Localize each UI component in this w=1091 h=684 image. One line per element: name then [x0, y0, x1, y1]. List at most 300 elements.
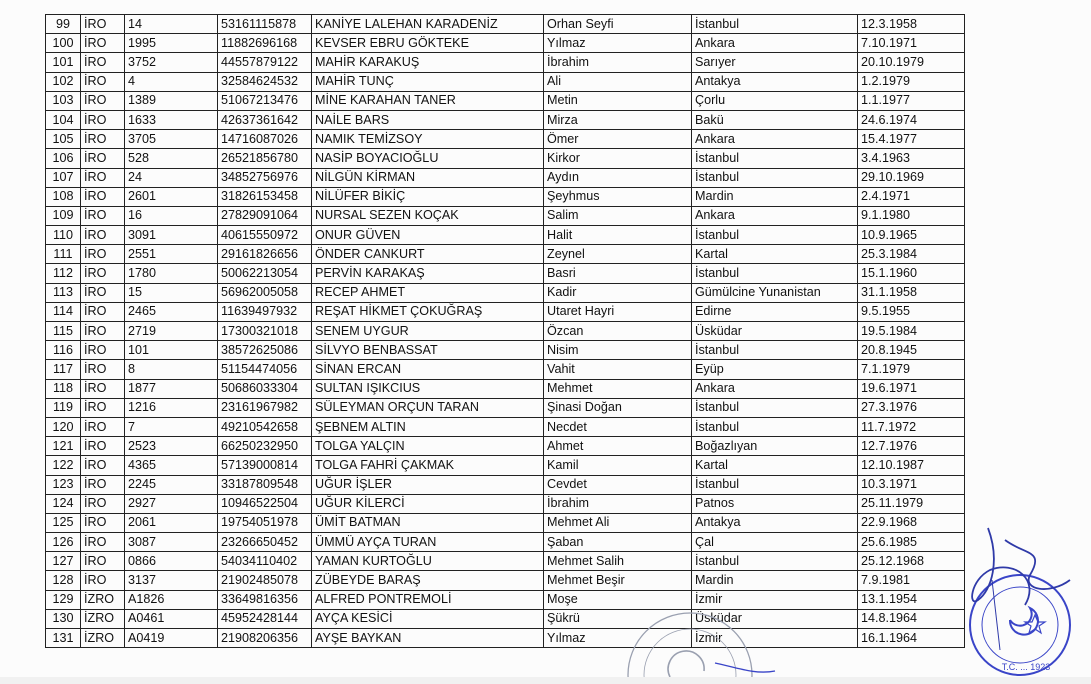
cell-father: Yılmaz	[544, 629, 692, 648]
cell-birthdate: 10.3.1971	[858, 475, 965, 494]
cell-name: SENEM UYGUR	[312, 322, 544, 341]
cell-birthdate: 9.5.1955	[858, 302, 965, 321]
cell-category: İRO	[81, 15, 125, 34]
cell-father: Ahmet	[544, 437, 692, 456]
cell-no: 104	[46, 110, 81, 129]
cell-name: SİNAN ERCAN	[312, 360, 544, 379]
cell-name: MAHİR TUNÇ	[312, 72, 544, 91]
table-row	[46, 53, 965, 72]
cell-father: Halit	[544, 226, 692, 245]
cell-id: 23161967982	[218, 398, 312, 417]
table-row	[46, 15, 965, 34]
stamp-year-text: T.C. ... 1923	[1001, 662, 1051, 672]
cell-name: ONUR GÜVEN	[312, 226, 544, 245]
cell-no: 105	[46, 130, 81, 149]
cell-birthplace: Üsküdar	[692, 609, 858, 628]
cell-id: 26521856780	[218, 149, 312, 168]
cell-no: 126	[46, 533, 81, 552]
cell-id: 17300321018	[218, 322, 312, 341]
cell-birthdate: 1.1.1977	[858, 91, 965, 110]
cell-birthplace: İstanbul	[692, 398, 858, 417]
cell-birthplace: İzmir	[692, 590, 858, 609]
cell-id: 44557879122	[218, 53, 312, 72]
cell-father: Kadir	[544, 283, 692, 302]
table-row	[46, 417, 965, 436]
cell-father: Kamil	[544, 456, 692, 475]
cell-category: İRO	[81, 456, 125, 475]
cell-id: 32584624532	[218, 72, 312, 91]
cell-birthdate: 25.11.1979	[858, 494, 965, 513]
table-row	[46, 34, 965, 53]
table-row	[46, 149, 965, 168]
cell-category: İRO	[81, 302, 125, 321]
cell-birthplace: Ankara	[692, 379, 858, 398]
cell-code: 15	[125, 283, 218, 302]
cell-birthdate: 2.4.1971	[858, 187, 965, 206]
cell-birthplace: Kartal	[692, 456, 858, 475]
table-row	[46, 475, 965, 494]
cell-category: İRO	[81, 149, 125, 168]
cell-code: 16	[125, 206, 218, 225]
cell-father: Ali	[544, 72, 692, 91]
cell-name: NİLÜFER BİKİÇ	[312, 187, 544, 206]
cell-code: 528	[125, 149, 218, 168]
cell-birthplace: İzmir	[692, 629, 858, 648]
cell-code: 3091	[125, 226, 218, 245]
cell-name: PERVİN KARAKAŞ	[312, 264, 544, 283]
cell-birthplace: Eyüp	[692, 360, 858, 379]
cell-id: 42637361642	[218, 110, 312, 129]
cell-category: İZRO	[81, 629, 125, 648]
cell-birthdate: 25.3.1984	[858, 245, 965, 264]
cell-name: NASİP BOYACIOĞLU	[312, 149, 544, 168]
cell-code: 24	[125, 168, 218, 187]
table-row	[46, 168, 965, 187]
cell-code: A1826	[125, 590, 218, 609]
cell-no: 122	[46, 456, 81, 475]
cell-name: MİNE KARAHAN TANER	[312, 91, 544, 110]
cell-birthdate: 9.1.1980	[858, 206, 965, 225]
cell-name: RECEP AHMET	[312, 283, 544, 302]
cell-code: 1780	[125, 264, 218, 283]
cell-code: 0866	[125, 552, 218, 571]
cell-father: Nisim	[544, 341, 692, 360]
table-row	[46, 72, 965, 91]
cell-category: İRO	[81, 283, 125, 302]
cell-birthplace: Gümülcine Yunanistan	[692, 283, 858, 302]
cell-code: 2465	[125, 302, 218, 321]
cell-father: Cevdet	[544, 475, 692, 494]
cell-category: İRO	[81, 226, 125, 245]
table-row	[46, 283, 965, 302]
cell-category: İRO	[81, 34, 125, 53]
table-row	[46, 130, 965, 149]
cell-name: REŞAT HİKMET ÇOKUĞRAŞ	[312, 302, 544, 321]
table-row	[46, 91, 965, 110]
cell-name: UĞUR KİLERCİ	[312, 494, 544, 513]
cell-birthplace: Edirne	[692, 302, 858, 321]
cell-birthdate: 16.1.1964	[858, 629, 965, 648]
cell-birthdate: 3.4.1963	[858, 149, 965, 168]
cell-no: 106	[46, 149, 81, 168]
cell-name: ÜMMÜ AYÇA TURAN	[312, 533, 544, 552]
cell-category: İRO	[81, 513, 125, 532]
cell-name: KEVSER EBRU GÖKTEKE	[312, 34, 544, 53]
cell-category: İRO	[81, 110, 125, 129]
cell-father: Ömer	[544, 130, 692, 149]
cell-name: TOLGA FAHRİ ÇAKMAK	[312, 456, 544, 475]
cell-id: 57139000814	[218, 456, 312, 475]
cell-id: 21908206356	[218, 629, 312, 648]
table-row	[46, 456, 965, 475]
cell-name: NİLGÜN KİRMAN	[312, 168, 544, 187]
cell-category: İRO	[81, 437, 125, 456]
cell-birthdate: 7.10.1971	[858, 34, 965, 53]
cell-id: 51154474056	[218, 360, 312, 379]
cell-category: İRO	[81, 322, 125, 341]
cell-father: Vahit	[544, 360, 692, 379]
cell-birthplace: İstanbul	[692, 226, 858, 245]
cell-birthplace: Ankara	[692, 206, 858, 225]
cell-birthdate: 25.6.1985	[858, 533, 965, 552]
cell-category: İRO	[81, 398, 125, 417]
cell-category: İRO	[81, 494, 125, 513]
cell-birthplace: Patnos	[692, 494, 858, 513]
cell-category: İRO	[81, 552, 125, 571]
cell-father: Mehmet Salih	[544, 552, 692, 571]
cell-category: İRO	[81, 168, 125, 187]
cell-id: 11882696168	[218, 34, 312, 53]
cell-code: A0419	[125, 629, 218, 648]
table-row	[46, 187, 965, 206]
cell-no: 107	[46, 168, 81, 187]
cell-id: 50686033304	[218, 379, 312, 398]
cell-id: 27829091064	[218, 206, 312, 225]
cell-name: AYŞE BAYKAN	[312, 629, 544, 648]
cell-birthplace: Boğazlıyan	[692, 437, 858, 456]
table-row	[46, 609, 965, 628]
cell-no: 129	[46, 590, 81, 609]
cell-id: 21902485078	[218, 571, 312, 590]
cell-birthdate: 31.1.1958	[858, 283, 965, 302]
cell-category: İRO	[81, 187, 125, 206]
table-row	[46, 206, 965, 225]
cell-category: İZRO	[81, 590, 125, 609]
cell-name: ÖNDER CANKURT	[312, 245, 544, 264]
cell-no: 114	[46, 302, 81, 321]
cell-name: SULTAN IŞIKCIUS	[312, 379, 544, 398]
cell-code: 2245	[125, 475, 218, 494]
cell-no: 100	[46, 34, 81, 53]
cell-birthplace: İstanbul	[692, 475, 858, 494]
cell-no: 123	[46, 475, 81, 494]
cell-no: 127	[46, 552, 81, 571]
cell-name: SİLVYO BENBASSAT	[312, 341, 544, 360]
scan-bottom-edge	[0, 677, 1091, 684]
table-row	[46, 264, 965, 283]
cell-id: 31826153458	[218, 187, 312, 206]
cell-code: 2061	[125, 513, 218, 532]
cell-name: KANİYE LALEHAN KARADENİZ	[312, 15, 544, 34]
cell-father: Yılmaz	[544, 34, 692, 53]
cell-birthplace: İstanbul	[692, 168, 858, 187]
cell-code: 1995	[125, 34, 218, 53]
cell-birthplace: Üsküdar	[692, 322, 858, 341]
cell-id: 40615550972	[218, 226, 312, 245]
cell-no: 130	[46, 609, 81, 628]
cell-birthdate: 29.10.1969	[858, 168, 965, 187]
cell-category: İRO	[81, 341, 125, 360]
cell-father: Salim	[544, 206, 692, 225]
table-row	[46, 245, 965, 264]
cell-code: 1633	[125, 110, 218, 129]
cell-category: İRO	[81, 360, 125, 379]
cell-father: Necdet	[544, 417, 692, 436]
cell-code: 2523	[125, 437, 218, 456]
cell-id: 33187809548	[218, 475, 312, 494]
cell-father: Orhan Seyfi	[544, 15, 692, 34]
cell-category: İRO	[81, 533, 125, 552]
table-row	[46, 437, 965, 456]
cell-birthdate: 1.2.1979	[858, 72, 965, 91]
cell-category: İZRO	[81, 609, 125, 628]
cell-name: NURSAL SEZEN KOÇAK	[312, 206, 544, 225]
cell-birthdate: 19.5.1984	[858, 322, 965, 341]
cell-code: 1877	[125, 379, 218, 398]
cell-code: 101	[125, 341, 218, 360]
cell-id: 53161115878	[218, 15, 312, 34]
cell-code: 2551	[125, 245, 218, 264]
cell-birthdate: 20.8.1945	[858, 341, 965, 360]
cell-id: 19754051978	[218, 513, 312, 532]
member-table	[45, 14, 965, 648]
cell-birthplace: İstanbul	[692, 149, 858, 168]
cell-category: İRO	[81, 475, 125, 494]
cell-no: 102	[46, 72, 81, 91]
cell-id: 49210542658	[218, 417, 312, 436]
cell-birthplace: İstanbul	[692, 417, 858, 436]
cell-category: İRO	[81, 417, 125, 436]
cell-birthdate: 12.10.1987	[858, 456, 965, 475]
cell-id: 33649816356	[218, 590, 312, 609]
cell-category: İRO	[81, 130, 125, 149]
cell-birthdate: 19.6.1971	[858, 379, 965, 398]
cell-father: Kirkor	[544, 149, 692, 168]
cell-code: A0461	[125, 609, 218, 628]
cell-id: 45952428144	[218, 609, 312, 628]
cell-birthdate: 25.12.1968	[858, 552, 965, 571]
table-row	[46, 379, 965, 398]
cell-no: 109	[46, 206, 81, 225]
cell-father: Şinasi Doğan	[544, 398, 692, 417]
table-row	[46, 226, 965, 245]
cell-name: UĞUR İŞLER	[312, 475, 544, 494]
cell-birthdate: 13.1.1954	[858, 590, 965, 609]
cell-id: 11639497932	[218, 302, 312, 321]
cell-no: 101	[46, 53, 81, 72]
cell-id: 54034110402	[218, 552, 312, 571]
cell-birthdate: 27.3.1976	[858, 398, 965, 417]
cell-no: 113	[46, 283, 81, 302]
table-row	[46, 110, 965, 129]
cell-code: 1389	[125, 91, 218, 110]
cell-birthplace: Kartal	[692, 245, 858, 264]
table-row	[46, 341, 965, 360]
cell-no: 120	[46, 417, 81, 436]
cell-no: 121	[46, 437, 81, 456]
cell-name: TOLGA YALÇIN	[312, 437, 544, 456]
cell-birthplace: Mardin	[692, 187, 858, 206]
cell-code: 7	[125, 417, 218, 436]
cell-category: İRO	[81, 264, 125, 283]
cell-id: 29161826656	[218, 245, 312, 264]
cell-birthdate: 15.1.1960	[858, 264, 965, 283]
cell-code: 4365	[125, 456, 218, 475]
cell-code: 2719	[125, 322, 218, 341]
cell-id: 56962005058	[218, 283, 312, 302]
cell-code: 3087	[125, 533, 218, 552]
cell-id: 38572625086	[218, 341, 312, 360]
cell-name: ÜMİT BATMAN	[312, 513, 544, 532]
cell-category: İRO	[81, 379, 125, 398]
cell-father: İbrahim	[544, 53, 692, 72]
cell-no: 108	[46, 187, 81, 206]
cell-id: 66250232950	[218, 437, 312, 456]
cell-category: İRO	[81, 72, 125, 91]
cell-id: 10946522504	[218, 494, 312, 513]
cell-no: 111	[46, 245, 81, 264]
cell-code: 8	[125, 360, 218, 379]
cell-name: YAMAN KURTOĞLU	[312, 552, 544, 571]
cell-father: Utaret Hayri	[544, 302, 692, 321]
cell-father: Mehmet Beşir	[544, 571, 692, 590]
table-row	[46, 629, 965, 648]
cell-birthdate: 10.9.1965	[858, 226, 965, 245]
cell-birthdate: 15.4.1977	[858, 130, 965, 149]
cell-father: Şaban	[544, 533, 692, 552]
cell-name: ZÜBEYDE BARAŞ	[312, 571, 544, 590]
cell-code: 4	[125, 72, 218, 91]
table-row	[46, 571, 965, 590]
table-row	[46, 590, 965, 609]
cell-code: 2601	[125, 187, 218, 206]
cell-father: Şükrü	[544, 609, 692, 628]
cell-birthdate: 12.3.1958	[858, 15, 965, 34]
cell-no: 103	[46, 91, 81, 110]
table-row	[46, 322, 965, 341]
table-row	[46, 398, 965, 417]
cell-category: İRO	[81, 571, 125, 590]
cell-no: 112	[46, 264, 81, 283]
cell-name: ŞEBNEM ALTIN	[312, 417, 544, 436]
table-row	[46, 302, 965, 321]
cell-no: 119	[46, 398, 81, 417]
cell-birthdate: 12.7.1976	[858, 437, 965, 456]
cell-category: İRO	[81, 91, 125, 110]
cell-no: 115	[46, 322, 81, 341]
cell-birthplace: Antakya	[692, 72, 858, 91]
cell-father: Mehmet Ali	[544, 513, 692, 532]
cell-birthdate: 11.7.1972	[858, 417, 965, 436]
member-table-body	[46, 15, 965, 648]
cell-name: NAMIK TEMİZSOY	[312, 130, 544, 149]
cell-code: 3137	[125, 571, 218, 590]
cell-no: 116	[46, 341, 81, 360]
cell-father: Moşe	[544, 590, 692, 609]
cell-birthplace: Ankara	[692, 130, 858, 149]
cell-no: 99	[46, 15, 81, 34]
cell-birthplace: Ankara	[692, 34, 858, 53]
cell-no: 124	[46, 494, 81, 513]
cell-name: SÜLEYMAN ORÇUN TARAN	[312, 398, 544, 417]
table-row	[46, 552, 965, 571]
cell-code: 14	[125, 15, 218, 34]
cell-birthplace: İstanbul	[692, 552, 858, 571]
cell-id: 34852756976	[218, 168, 312, 187]
cell-birthplace: İstanbul	[692, 264, 858, 283]
cell-name: MAHİR KARAKUŞ	[312, 53, 544, 72]
cell-father: Mehmet	[544, 379, 692, 398]
cell-birthdate: 24.6.1974	[858, 110, 965, 129]
cell-father: Şeyhmus	[544, 187, 692, 206]
cell-id: 50062213054	[218, 264, 312, 283]
cell-father: İbrahim	[544, 494, 692, 513]
table-row	[46, 513, 965, 532]
cell-code: 3752	[125, 53, 218, 72]
cell-birthplace: İstanbul	[692, 341, 858, 360]
cell-no: 125	[46, 513, 81, 532]
cell-father: Aydın	[544, 168, 692, 187]
cell-no: 110	[46, 226, 81, 245]
cell-category: İRO	[81, 53, 125, 72]
cell-birthdate: 7.1.1979	[858, 360, 965, 379]
cell-category: İRO	[81, 206, 125, 225]
cell-code: 2927	[125, 494, 218, 513]
cell-birthplace: Bakü	[692, 110, 858, 129]
cell-id: 23266650452	[218, 533, 312, 552]
cell-id: 51067213476	[218, 91, 312, 110]
cell-father: Metin	[544, 91, 692, 110]
cell-father: Özcan	[544, 322, 692, 341]
cell-birthplace: Sarıyer	[692, 53, 858, 72]
cell-birthplace: İstanbul	[692, 15, 858, 34]
table-row	[46, 494, 965, 513]
cell-birthdate: 20.10.1979	[858, 53, 965, 72]
cell-no: 117	[46, 360, 81, 379]
cell-name: NAİLE BARS	[312, 110, 544, 129]
cell-birthplace: Antakya	[692, 513, 858, 532]
cell-category: İRO	[81, 245, 125, 264]
cell-name: AYÇA KESİCİ	[312, 609, 544, 628]
cell-father: Mirza	[544, 110, 692, 129]
table-row	[46, 533, 965, 552]
cell-birthplace: Çorlu	[692, 91, 858, 110]
cell-birthdate: 7.9.1981	[858, 571, 965, 590]
table-row	[46, 360, 965, 379]
cell-id: 14716087026	[218, 130, 312, 149]
cell-birthplace: Çal	[692, 533, 858, 552]
cell-birthplace: Mardin	[692, 571, 858, 590]
cell-no: 131	[46, 629, 81, 648]
cell-name: ALFRED PONTREMOLİ	[312, 590, 544, 609]
cell-birthdate: 22.9.1968	[858, 513, 965, 532]
cell-code: 1216	[125, 398, 218, 417]
cell-birthdate: 14.8.1964	[858, 609, 965, 628]
cell-father: Basri	[544, 264, 692, 283]
cell-no: 118	[46, 379, 81, 398]
cell-no: 128	[46, 571, 81, 590]
cell-father: Zeynel	[544, 245, 692, 264]
